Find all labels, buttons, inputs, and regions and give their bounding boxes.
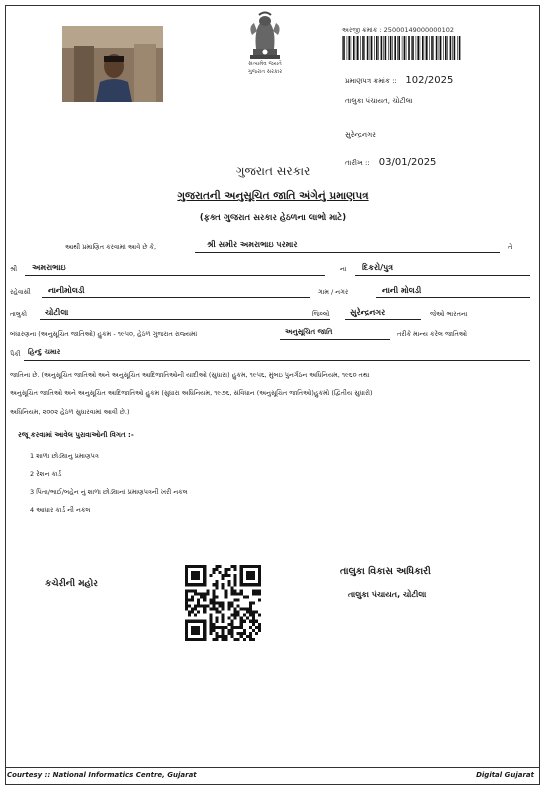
state-label: જેઓ ભારતના <box>430 310 468 318</box>
district: સુરેન્દ્રનગર <box>350 308 386 317</box>
barcode <box>342 36 462 60</box>
certificate-heading: ગુજરાતની અનુસૂચિત જાતિ અંગેનું પ્રમાણપત્ર <box>177 190 369 202</box>
application-number: અરજી ક્રમાંક : 25000149000000102 <box>342 26 454 34</box>
officer-title: તાલુકા વિકાસ અધિકારી <box>340 566 431 577</box>
applicant-photo <box>62 26 163 102</box>
father-name: અમરાભાઇ <box>32 263 66 272</box>
recognized-label: તરીકે માન્ય કરેલ જાતિઓ <box>397 330 468 338</box>
footer-brand: Digital Gujarat <box>476 771 534 779</box>
emblem-caption-2: ગુજરાત સરકાર <box>247 69 283 75</box>
para-line-3: અધિનિયમ, ૨૦૦૨ હેઠળ સુધારવામાં આવી છે.) <box>10 408 130 416</box>
issue-date: 03/01/2025 <box>378 157 437 168</box>
para-line-2: અનુસૂચિત જાતિઓ અને અનુસૂચિત આદિજાતિઓ હુકમ (સુધારા અધિનિયમ, ૧૯૭૬, સંવિધાન (અનુસૂચિત જાતિઓ)હુકમો (દ્વિતીય સુધારો) <box>10 389 373 397</box>
resident-label: રહેવાસી <box>10 288 31 296</box>
category: અનુસૂચિત જાતિ <box>285 328 333 336</box>
na-label: ના <box>340 265 347 273</box>
intro-label: આથી પ્રમાણિત કરવામાં આવે છે કે, <box>65 243 157 251</box>
office-name: તાલુકા પંચાયત, ચોટીલા <box>345 97 413 105</box>
village: નાની મોલડી <box>382 286 422 295</box>
document-item-4: 4 આધાર કાર્ડ ની નકલ <box>30 506 91 514</box>
footer <box>5 767 540 779</box>
date-label: તારીખ :: <box>345 159 370 167</box>
certificate-no-label: પ્રમાણપત્ર ક્રમાંક :: <box>345 77 397 85</box>
shri-label: શ્રી <box>10 265 18 273</box>
applicant-name: શ્રી સમીર અમરાભાઇ પરમાર <box>207 240 298 249</box>
constitution-label: બંધારણના (અનુસૂચિત જાતિઓ) હુકમ - ૧૯૫૦, હેઠળ ગુજરાત રાજ્યમાં <box>10 330 198 338</box>
district-name: સુરેન્દ્રનગર <box>345 131 376 139</box>
taluka-label: તાલુકો <box>10 310 28 318</box>
village-label: ગામ / નગર <box>318 288 349 296</box>
government-title: ગુજરાત સરકાર <box>235 164 311 178</box>
resident: નાનીમોલડી <box>48 286 85 295</box>
caste-prefix: પૈકી <box>10 350 21 358</box>
para-line-1: જાતિના છે. (અનુસૂચિત જાતિઓ અને અનુસૂચિત આદિજાતિઓની યાદીઓ (સુધારા) હુકમ, ૧૯૫૬, મુંબઇ પુનર્ગઠન અધિનિયમ, ૧૯૬૦ તથા <box>10 371 370 379</box>
district-label: જિલ્લો <box>312 310 330 318</box>
qr-code <box>185 565 261 641</box>
taluka: ચોટીલા <box>45 308 69 317</box>
relation: દિકરો/પુત્ર <box>362 263 394 272</box>
office-seal-label: કચેરીની મહોર <box>45 579 98 589</box>
certificate-subheading: (ફક્ત ગુજરાત સરકાર હેઠળના લાભો માટે) <box>199 213 347 223</box>
document-item-1: 1 શાળા છોડ્યાનુ પ્રમાણપત્ર <box>30 452 99 460</box>
document-item-3: 3 પિતા/ભાઈ/બહેન નું શાળા છોડ્યાનાં પ્રમાણપત્રની ખરી નકલ <box>30 488 188 496</box>
document-item-2: 2 રેશન કાર્ડ <box>30 470 62 478</box>
emblem-caption-1: સત્યમેવ જયતે <box>248 61 282 67</box>
footer-credit: Courtesy :: National Informatics Centre, Gujarat <box>7 771 197 779</box>
caste: હિન્દુ ચમાર <box>28 348 61 356</box>
certificate-no: 102/2025 <box>405 75 454 86</box>
officer-office: તાલુકા પંચાયત, ચોટીલા <box>348 590 427 599</box>
state-emblem <box>238 9 292 77</box>
documents-heading: રજૂ કરવામાં આવેલ પુરાવાઓની વિગત :- <box>18 431 134 439</box>
te-label: તે <box>508 243 513 251</box>
